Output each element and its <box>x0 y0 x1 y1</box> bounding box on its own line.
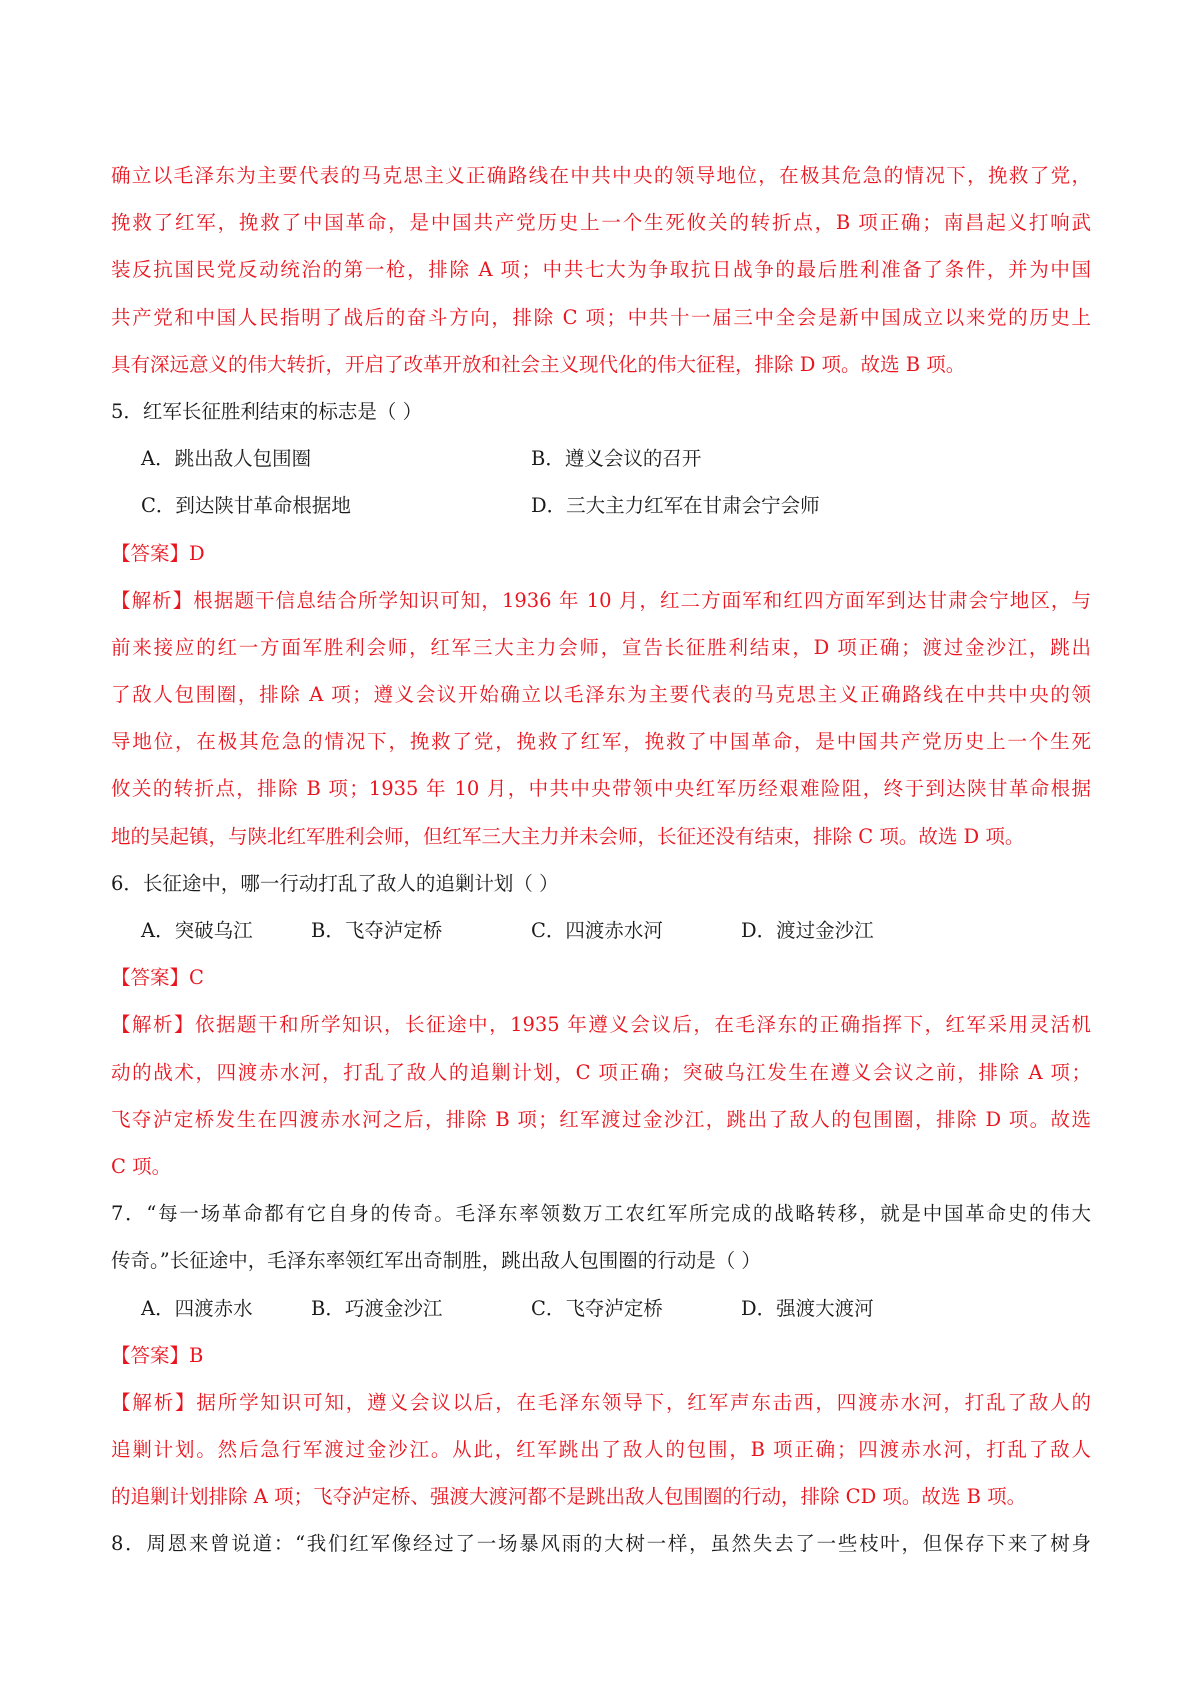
analysis-line: 确立以毛泽东为主要代表的马克思主义正确路线在中共中央的领导地位，在极其危急的情况下，挽救了党， <box>111 164 1091 187</box>
analysis-5-line: 【解析】根据题干信息结合所学知识可知，1936 年 10 月，红二方面军和红四方面军到达甘肃会宁地区，与 <box>111 588 1091 612</box>
option-b: B．遵义会议的召开 <box>531 447 702 471</box>
analysis-6-line: 【解析】依据题干和所学知识，长征途中，1935 年遵义会议后，在毛泽东的正确指挥下，红军采用灵活机 <box>111 1013 1091 1037</box>
option-c: C．四渡赤水河 <box>531 919 663 942</box>
option-b: B．飞夺泸定桥 <box>311 919 443 942</box>
analysis-7-line: 的追剿计划排除 A 项；飞夺泸定桥、强渡大渡河都不是跳出敌人包围圈的行动，排除 CD 项。故选 B 项。 <box>111 1485 1027 1509</box>
option-b: B．巧渡金沙江 <box>311 1296 443 1320</box>
option-d: D．渡过金沙江 <box>741 919 874 942</box>
analysis-5-line: 攸关的转折点，排除 B 项；1935 年 10 月，中共中央带领中央红军历经艰难险阻，终于到达陕甘革命根据 <box>111 777 1091 801</box>
analysis-5-line: 导地位，在极其危急的情况下，挽救了党，挽救了红军，挽救了中国革命，是中国共产党历史上一个生死 <box>111 730 1091 754</box>
analysis-line: 共产党和中国人民指明了战后的奋斗方向，排除 C 项；中共十一届三中全会是新中国成立以来党的历史上 <box>111 305 1091 329</box>
answer-7: 【答案】B <box>111 1343 204 1367</box>
analysis-7-line: 追剿计划。然后急行军渡过金沙江。从此，红军跳出了敌人的包围，B 项正确；四渡赤水河，打乱了敌人 <box>111 1438 1091 1462</box>
answer-5: 【答案】D <box>111 541 205 565</box>
analysis-6-line: 动的战术，四渡赤水河，打乱了敌人的追剿计划，C 项正确；突破乌江发生在遵义会议之前，排除 A 项； <box>111 1060 1091 1084</box>
question-5-options-row-2 <box>111 482 1091 529</box>
page-content <box>111 152 1091 1568</box>
option-c: C．到达陕甘革命根据地 <box>141 494 351 518</box>
option-a: A．突破乌江 <box>141 919 253 942</box>
analysis-5-line: 地的吴起镇，与陕北红军胜利会师，但红军三大主力并未会师，长征还没有结束，排除 C 项。故选 D 项。 <box>111 824 1025 848</box>
question-6-options <box>111 907 1091 954</box>
question-7-line: 传奇。”长征途中，毛泽东率领红军出奇制胜，跳出敌人包围圈的行动是（ ） <box>111 1249 761 1273</box>
analysis-line: 具有深远意义的伟大转折，开启了改革开放和社会主义现代化的伟大征程，排除 D 项。故选 B 项。 <box>111 352 966 376</box>
question-5: 5．红军长征胜利结束的标志是（ ） <box>111 399 423 423</box>
analysis-5-line: 了敌人包围圈，排除 A 项；遵义会议开始确立以毛泽东为主要代表的马克思主义正确路线在中共中央的领 <box>111 683 1091 707</box>
option-c: C．飞夺泸定桥 <box>531 1296 663 1320</box>
question-7-options <box>111 1285 1091 1332</box>
analysis-6-line: 飞夺泸定桥发生在四渡赤水河之后，排除 B 项；红军渡过金沙江，跳出了敌人的包围圈，排除 D 项。故选 <box>111 1107 1091 1131</box>
option-d: D．三大主力红军在甘肃会宁会师 <box>531 494 820 518</box>
question-5-options-row-1 <box>111 435 1091 482</box>
analysis-6-line: C 项。 <box>111 1154 172 1178</box>
analysis-5-line: 前来接应的红一方面军胜利会师，红军三大主力会师，宣告长征胜利结束，D 项正确；渡过金沙江，跳出 <box>111 635 1091 659</box>
analysis-line: 挽救了红军，挽救了中国革命，是中国共产党历史上一个生死攸关的转折点，B 项正确；南昌起义打响武 <box>111 211 1091 235</box>
question-8: 8．周恩来曾说道：“我们红军像经过了一场暴风雨的大树一样，虽然失去了一些枝叶，但保存下来了树身 <box>111 1532 1091 1556</box>
question-6: 6．长征途中，哪一行动打乱了敌人的追剿计划（ ） <box>111 871 559 895</box>
question-7-line: 7．“每一场革命都有它自身的传奇。毛泽东率领数万工农红军所完成的战略转移，就是中国革命史的伟大 <box>111 1202 1091 1226</box>
answer-6: 【答案】C <box>111 966 204 990</box>
option-a: A．四渡赤水 <box>141 1296 253 1320</box>
analysis-line: 装反抗国民党反动统治的第一枪，排除 A 项；中共七大为争取抗日战争的最后胜利准备了条件，并为中国 <box>111 258 1091 282</box>
option-d: D．强渡大渡河 <box>741 1296 874 1320</box>
option-a: A．跳出敌人包围圈 <box>141 447 312 471</box>
analysis-7-line: 【解析】据所学知识可知，遵义会议以后，在毛泽东领导下，红军声东击西，四渡赤水河，打乱了敌人的 <box>111 1390 1091 1414</box>
